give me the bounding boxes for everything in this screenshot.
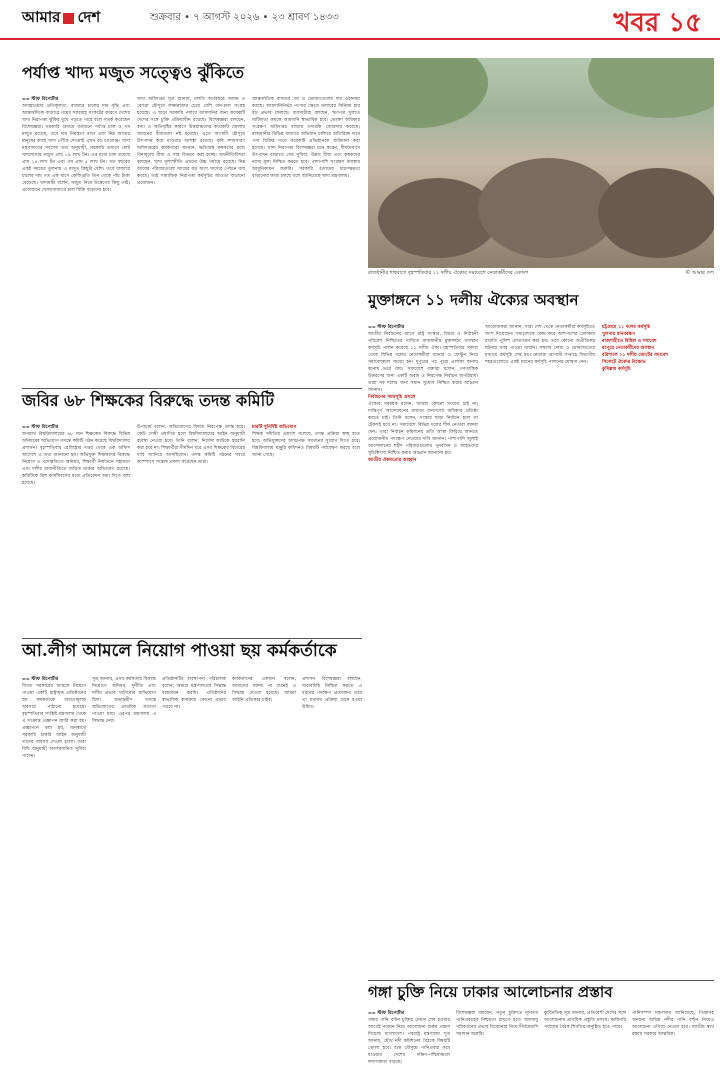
story3-sub1: চারটি সুনির্দিষ্ট অভিযোগ (252, 425, 297, 430)
story5-body-3: কূটনৈতিক সূত্র জানায়, প্রতিবেশী দেশের সঙ্গে আলোচনার প্রাথমিক প্রস্তুতি চলছে। কারিগরি পর্যায়ের বৈঠক শিগগির অনুষ্ঠিত হতে পারে। (544, 1011, 626, 1030)
story5-body-1: গঙ্গার পানি বণ্টন চুক্তির মেয়াদ শেষ হওয়ার আগেই নবায়ন নিয়ে আলোচনা শুরুর প্রস্তাব দিয়েছে বাংলাদেশ। পররাষ্ট্র মন্ত্রণালয় সূত্র জানায়, যৌথ নদী কমিশনের বৈঠকে বিষয়টি তোলা হবে। শুষ্ক মৌসুমে পানিপ্রবাহ কমে যাওয়ায় দেশের দক্ষিণ-পশ্চিমাঞ্চলে লবণাক্ততা বাড়ছে। (368, 1018, 450, 1065)
story2-body-2: ঐক্যের সমন্বয়ক বলেন, আমরা কোনো সংঘাত চাই না। শান্তিপূর্ণ আন্দোলনের মাধ্যমে জনগণের অধিকার প্রতিষ্ঠা করতে চাই। তিনি বলেন, সংস্কার ছাড়া নির্বাচন হলে তা টেকসই হবে না। সমাবেশে বিভিন্ন দলের শীর্ষ নেতারা বক্তব্য দেন। তারা নির্বাচন কমিশনের প্রতি আস্থা ফিরিয়ে আনতে প্রয়োজনীয় পদক্ষেপ নেওয়ার দাবি জানান। পাশাপাশি জুলাই আন্দোলনের শহীদ পরিবারগুলোর পুনর্বাসন ও আহতদের সুচিকিৎসা নিশ্চিত করার আহ্বান জানানো হয়। (368, 402, 478, 456)
brand-logo-icon (63, 13, 74, 24)
story1-byline: == স্টাফ রিপোর্টার (22, 97, 59, 102)
story4-col1 (22, 676, 86, 1072)
story2-sub8: সিলেটে ঐক্যের বিক্ষোভ (602, 360, 646, 365)
rally-photo[interactable] (368, 58, 714, 268)
story4-col4 (232, 676, 296, 1072)
story5-byline: == স্টাফ রিপোর্টার (368, 1011, 405, 1016)
story4-body-4: কর্মকর্তাদের একজন বলেন, আমাদের বক্তব্য না শুনেই এ সিদ্ধান্ত নেওয়া হয়েছে। আমরা আইনি প্রতিকার চাইব। (232, 677, 296, 703)
story5-col4 (632, 1010, 714, 1074)
section-title: খবর ১৫ (613, 8, 702, 38)
story5-col2 (456, 1010, 538, 1074)
story2-sub7: বরিশালে ১১ দলীয় জোটের সমাবেশ (602, 353, 669, 358)
story3-col1 (22, 424, 130, 634)
divider (22, 388, 362, 389)
crowd-shape (478, 158, 618, 258)
story4-byline: == স্টাফ রিপোর্টার (22, 677, 59, 682)
photo-caption-text: রাজধানীর শাহবাগে বৃহস্পতিবার ১১ দলীয় ঐক্যের সমাবেশে নেতাকর্মীদের একাংশ (368, 270, 529, 276)
story2-sub3: চট্টগ্রামে ১১ দলের কর্মসূচি (602, 325, 651, 330)
story2-sub1: নির্বাচনের সময়সূচি প্রসঙ্গে (368, 395, 416, 400)
story4-body-3: প্রতিষ্ঠানটির ব্যবস্থাপনা পরিচালক বলেন, আমরা মন্ত্রণালয়ের সিদ্ধান্ত বাস্তবায়ন করছি। প্রতিষ্ঠানের স্বাভাবিক কার্যক্রমে কোনো প্রভাব পড়বে না। (162, 677, 226, 710)
story3-body-3: শিক্ষক সমিতির একাংশ বলেছে, তদন্ত প্রক্রিয়া স্বচ্ছ হতে হবে। অভিযুক্তদের আত্মপক্ষ সমর্থনের সুযোগ দিতে হবে। বিশ্ববিদ্যালয় মঞ্জুরি কমিশনও বিষয়টি পর্যবেক্ষণ করছে বলে জানা গেছে। (252, 432, 360, 458)
story4-col3 (162, 676, 226, 1072)
story3-col3 (252, 424, 360, 634)
crowd-shape (598, 168, 714, 258)
story1-col3 (252, 96, 360, 386)
story2-body-1: জাতীয় নির্বাচনের আগে রাষ্ট্র সংস্কার, বিচার ও নির্বাচনী পরিবেশ নিশ্চিতের দাবিতে রাজধানীর মুক্তাঙ্গনে অবস্থান কর্মসূচি পালন করেছে ১১ দলীয় ঐক্য। বৃহস্পতিবার সকাল থেকে বিভিন্ন দলের নেতাকর্মীরা ব্যানার ও ফেস্টুন নিয়ে সমাবেশস্থলে জড়ো হন। দুপুরের পর পুরো এলাকা কানায় কানায় ভরে যায়। সমাবেশে বক্তারা বলেন, গণতান্ত্রিক উত্তরণের জন্য একটি অবাধ ও নিরপেক্ষ নির্বাচন অপরিহার্য। তারা সব দলের জন্য সমান সুযোগ নিশ্চিত করার আহ্বান জানান। (368, 332, 478, 393)
masthead (0, 0, 720, 40)
story2-col1 (368, 324, 478, 1004)
story1-body-1: আবহাওয়ার প্রতিকূলতা, বাজারে চালের দাম বৃদ্ধি এবং আন্তর্জাতিক বাজারে গমের সরবরাহ সংকটের কারণে দেশের খাদ্য নিরাপত্তা ঝুঁকির মুখে পড়তে পারে বলে সতর্ক করেছেন বিশেষজ্ঞরা। সরকারি গুদামে বর্তমানে পর্যাপ্ত চাল ও গম মজুত রয়েছে, তবে দাম নিয়ন্ত্রণে রাখা এবং নিম্ন আয়ের মানুষের কাছে খাদ্য পৌঁছে দেওয়াই এখন বড় চ্যালেঞ্জ। খাদ্য মন্ত্রণালয়ের সর্বশেষ তথ্য অনুযায়ী, সরকারি গুদামে মোট খাদ্যশস্যের মজুত প্রায় ১৯ লাখ টন। এর মধ্যে চাল রয়েছে প্রায় ১৪ লাখ টন এবং গম প্রায় ৫ লাখ টন। গত বছরের একই সময়ের তুলনায় এ মজুত কিছুটা বেশি। তবে বাজারে চালের দাম গত এক মাসে কেজিপ্রতি তিন থেকে পাঁচ টাকা বেড়েছে। খাদ্যমন্ত্রী বলেন, মজুত নিয়ে উদ্বেগের কিছু নেই। প্রয়োজনে খোলাবাজারে চাল বিক্রি বাড়ানো হবে। (22, 104, 130, 193)
photo-caption (368, 270, 714, 278)
photo-credit: © আমার দেশ (685, 270, 714, 276)
story2-body-3: আয়োজকরা জানান, সারা দেশ থেকে নেতাকর্মীরা কর্মসূচিতে অংশ নিয়েছেন। সমাবেশকে কেন্দ্র করে আশপাশের এলাকায় বাড়তি পুলিশ মোতায়েন করা হয়। তবে কোনো অপ্রীতিকর ঘটনার খবর পাওয়া যায়নি। সন্ধ্যায় দোয়া ও মোনাজাতের মাধ্যমে কর্মসূচি শেষ হয়। নেতারা আগামী সপ্তাহে বিভাগীয় শহরগুলোতে একই ধরনের কর্মসূচি পালনের ঘোষণা দেন। (485, 325, 595, 365)
story3-body-1: জগন্নাথ বিশ্ববিদ্যালয়ের ৬৮ জন শিক্ষকের বিরুদ্ধে বিভিন্ন অনিয়মের অভিযোগ তদন্তে কমিটি গঠন করেছে বিশ্ববিদ্যালয় প্রশাসন। বৃহস্পতিবার রেজিস্ট্রার দপ্তর থেকে এক অফিস আদেশে এ তথ্য জানানো হয়। অভিযুক্ত শিক্ষকদের বিরুদ্ধে নিয়োগ ও পদোন্নতিতে অনিয়ম, শিক্ষার্থী নির্যাতনে সহায়তা এবং দলীয় রাজনীতিতে জড়িত থাকার অভিযোগ রয়েছে। কমিটিকে ত্রিশ কার্যদিবসের মধ্যে প্রতিবেদন জমা দিতে বলা হয়েছে। (22, 432, 130, 486)
story2-col3 (602, 324, 714, 1004)
story1-body-2: খাদ্য অধিদপ্তর সূত্র জানায়, চলতি অর্থবছরে আমন ও বোরো মৌসুমে লক্ষ্যমাত্রার চেয়ে বেশি ধান-চাল সংগ্রহ হয়েছে। এ ছাড়া সরকারি পর্যায়ে আমদানির জন্য কয়েকটি দেশের সঙ্গে চুক্তি প্রক্রিয়াধীন রয়েছে। বিশেষজ্ঞরা বলছেন, বন্যা ও অতিবৃষ্টির কারণে উত্তরাঞ্চলের কয়েকটি জেলায় আমনের বীজতলা নষ্ট হয়েছে। এতে আগামী মৌসুমে উৎপাদন কমে যাওয়ার আশঙ্কা রয়েছে। কৃষি সম্প্রসারণ অধিদপ্তরের কর্মকর্তারা জানান, ক্ষতিগ্রস্ত কৃষকদের মধ্যে বিনামূল্যে বীজ ও সার বিতরণ করা হচ্ছে। অর্থনীতিবিদরা বলছেন, খাদ্য মূল্যস্ফীতি এখনো উচ্চ পর্যায়ে রয়েছে। নিম্ন আয়ের পরিবারগুলো আয়ের বড় অংশ খাদ্যের পেছনে ব্যয় করছে। তাই সামাজিক নিরাপত্তা কর্মসূচির আওতা বাড়ানো প্রয়োজন। (137, 97, 245, 186)
story5-body-2: বিশেষজ্ঞরা বলছেন, নতুন চুক্তিতে ন্যূনতম পানিপ্রবাহের নিশ্চয়তা রাখতে হবে। জলবায়ু পরিবর্তনের প্রভাব বিবেচনায় নিয়ে দীর্ঘমেয়াদি সমাধান জরুরি। (456, 1011, 538, 1037)
story5-col3 (544, 1010, 626, 1074)
divider (22, 638, 362, 639)
story1-col2 (137, 96, 245, 386)
story5-body-4: পানিসম্পদ মন্ত্রণালয় জানিয়েছে, তিস্তাসহ অন্যান্য অভিন্ন নদীর পানি বণ্টন নিয়েও আলোচনা এগিয়ে নেওয়া হবে। জাতীয় স্বার্থ রক্ষায় সরকার আন্তরিক। (632, 1011, 714, 1037)
story2-sub5: রাজশাহীতে মিছিল ও সমাবেশ (602, 339, 657, 344)
story4-headline[interactable]: আ.লীগ আমলে নিয়োগ পাওয়া ছয় কর্মকর্তাকে (22, 641, 337, 661)
story4-body-2: সূত্র জানায়, এসব কর্মকর্তার বিরুদ্ধে নিয়োগে অনিয়ম, দুর্নীতি এবং দলীয় প্রভাব খাটানোর অভিযোগ ছিল। অভ্যন্তরীণ তদন্তে অভিযোগের প্রাথমিক সত্যতা পাওয়া যায়। এরপর মন্ত্রণালয় এ সিদ্ধান্ত নেয়। (92, 677, 156, 724)
brand-text-a: আমার (22, 8, 61, 26)
divider (368, 980, 714, 981)
story2-sub2: জাতীয় ঐকমত্যের আহ্বান (368, 458, 417, 463)
brand-text-b: দেশ (77, 8, 101, 26)
story3-headline[interactable]: জবির ৬৮ শিক্ষকের বিরুদ্ধে তদন্ত কমিটি (22, 391, 274, 410)
story2-col2 (485, 324, 595, 1004)
newspaper-brand[interactable] (22, 6, 100, 31)
dateline: শুক্রবার • ৭ আগস্ট ২০২৬ • ২৩ শ্রাবণ ১৪৩৩ (150, 12, 339, 23)
story1-headline[interactable]: পর্যাপ্ত খাদ্য মজুত সত্ত্বেও ঝুঁকিতে (22, 63, 245, 82)
story2-sub9: কুমিল্লায় কর্মসূচি (602, 367, 631, 372)
story2-sub4: খুলনায় মানববন্ধন (602, 332, 635, 337)
story3-body-2: উপাচার্য বলেন, অভিযোগের বিষয়ে নিরপেক্ষ তদন্ত হবে। কেউ দোষী প্রমাণিত হলে বিশ্ববিদ্যালয়ের আইন অনুযায়ী ব্যবস্থা নেওয়া হবে। তিনি বলেন, নির্দোষ কাউকে হয়রানি করা হবে না। শিক্ষার্থীরা দীর্ঘদিন ধরে এসব শিক্ষকের বিচারের দাবি জানিয়ে আসছিলেন। তদন্ত কমিটি গঠনের খবরে ক্যাম্পাসে সন্তোষ প্রকাশ করেছেন তারা। (137, 425, 245, 465)
story2-headline[interactable]: মুক্তাঙ্গনে ১১ দলীয় ঐক্যের অবস্থান (368, 291, 579, 309)
story3-col2 (137, 424, 245, 634)
story1-body-3: আন্তর্জাতিক বাজারে গম ও ভোজ্যতেলের দাম ওঠানামা করছে। আমদানিনির্ভর পণ্যের ক্ষেত্রে ডলারের বিনিময় হার বড় প্রভাব ফেলছে। ব্যবসায়ীরা বলছেন, ঋণপত্র খুলতে জটিলতা কমলে আমদানি স্বাভাবিক হবে। ভোক্তা অধিকার সংরক্ষণ অধিদপ্তর বাজার তদারকি জোরদার করেছে। রাজধানীর বিভিন্ন বাজারে অভিযান চালিয়ে অতিরিক্ত দামে পণ্য বিক্রির দায়ে কয়েকটি প্রতিষ্ঠানকে জরিমানা করা হয়েছে। খাদ্য নিরাপত্তা বিশেষজ্ঞরা মনে করেন, দীর্ঘমেয়াদে উৎপাদন বাড়াতে সেচ সুবিধা, উন্নত বীজ এবং কৃষকদের ন্যায্য মূল্য নিশ্চিত করতে হবে। পাশাপাশি সংরক্ষণ ব্যবস্থার আধুনিকায়ন জরুরি। সরকারি গুদামের ধারণক্ষমতা বাড়ানোর কাজ চলছে বলে জানিয়েছে খাদ্য মন্ত্রণালয়। (252, 97, 360, 179)
story4-body-1: বিগত সরকারের আমলে নিয়োগ পাওয়া একটি রাষ্ট্রায়ত্ত প্রতিষ্ঠানের ছয় কর্মকর্তাকে বাধ্যতামূলক অবসরে পাঠানো হয়েছে। বৃহস্পতিবার সংশ্লিষ্ট মন্ত্রণালয় থেকে এ সংক্রান্ত প্রজ্ঞাপন জারি করা হয়। প্রজ্ঞাপনে বলা হয়, জনস্বার্থে সরকারি চাকরি আইন অনুযায়ী তাদের অবসর দেওয়া হলো। তারা বিধি অনুযায়ী অবসরজনিত সুবিধা পাবেন। (22, 684, 86, 759)
story2-byline: == স্টাফ রিপোর্টার (368, 325, 405, 330)
story3-byline: == স্টাফ রিপোর্টার (22, 425, 59, 430)
tree-shape (368, 58, 488, 128)
story5-col1 (368, 1010, 450, 1074)
story5-headline[interactable]: গঙ্গা চুক্তি নিয়ে ঢাকার আলোচনার প্রস্তাব (368, 983, 613, 1001)
story4-col2 (92, 676, 156, 1072)
story4-col5 (302, 676, 362, 1072)
story4-body-5: প্রশাসন বিশেষজ্ঞরা বলছেন, জবাবদিহি নিশ্চিত করতে এ ধরনের পদক্ষেপ প্রয়োজন। তবে তা যথাযথ প্রক্রিয়া মেনে হওয়া উচিত। (302, 677, 362, 710)
story1-col1 (22, 96, 130, 386)
tree-shape (588, 58, 714, 118)
story2-sub6: রংপুরে নেতাকর্মীদের অবস্থান (602, 346, 655, 351)
